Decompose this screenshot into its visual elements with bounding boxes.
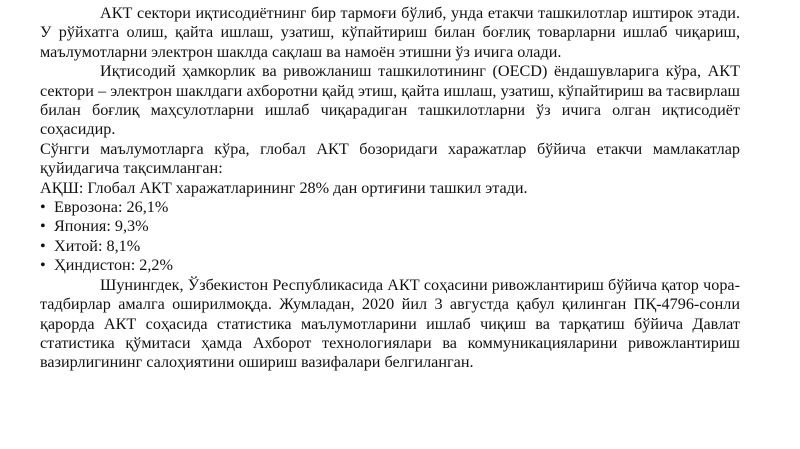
paragraph-oecd-approach: Иқтисодий ҳамкорлик ва ривожланиш ташкилотининг (OECD) ёндашувларига кўра, АКТ сектори – электрон шаклдаги ахборотни қайд этиш, қайта ишлаш, узатиш, кўпайтириш ва тасвирлаш билан боғлиқ маҳсулотларни ишлаб чиқарадиган ташкилотларни ўз ичига олган иқтисодиёт соҳасидир.	[40, 62, 740, 139]
paragraph-global-spending-intro: Сўнгги маълумотларга кўра, глобал АКТ бозоридаги харажатлар бўйича етакчи мамлакатлар қуйидагича тақсимланган:	[40, 139, 740, 178]
usa-spending-line: АҚШ: Глобал АКТ харажатларининг 28% дан ортиғини ташкил этади.	[40, 178, 528, 197]
paragraph-ict-sector-definition: АКТ сектори иқтисодиётнинг бир тармоғи бўлиб, унда етакчи ташкилотлар иштирок этади. У рўйхатга олиш, қайта ишлаш, узатиш, кўпайтириш билан боғлиқ товарларни ишлаб чиқариш, маълумотларни электрон шаклда сақлаш ва намоён этишни ўз ичига олади.	[40, 4, 740, 61]
list-item-text: Япония: 9,3%	[54, 217, 149, 236]
bullet-icon: •	[40, 236, 46, 255]
list-item	[40, 237, 740, 256]
list-item	[40, 198, 740, 217]
country-share-list	[40, 198, 740, 276]
bullet-icon: •	[40, 198, 46, 217]
list-item-text: Еврозона: 26,1%	[54, 198, 169, 217]
bullet-icon: •	[40, 256, 46, 275]
bullet-icon: •	[40, 217, 46, 236]
list-item	[40, 217, 740, 236]
list-item	[40, 256, 740, 275]
document-page	[40, 4, 740, 373]
list-item-text: Ҳиндистон: 2,2%	[54, 256, 173, 275]
list-item-text: Хитой: 8,1%	[54, 236, 141, 255]
paragraph-uzbekistan-measures: Шунингдек, Ўзбекистон Республикасида АКТ соҳасини ривожлантириш бўйича қатор чора-тадбирлар амалга оширилмоқда. Жумладан, 2020 йил 3 августда қабул қилинган ПҚ-4796-сонли қарорда АКТ соҳасида статистика маълумотларини ишлаб чиқиш ва тарқатиш бўйича Давлат статистика қўмитаси ҳамда Ахборот технологиялари ва коммуникацияларини ривожлантириш вазирлигининг салоҳиятини ошириш вазифалари белгиланган.	[40, 275, 740, 372]
